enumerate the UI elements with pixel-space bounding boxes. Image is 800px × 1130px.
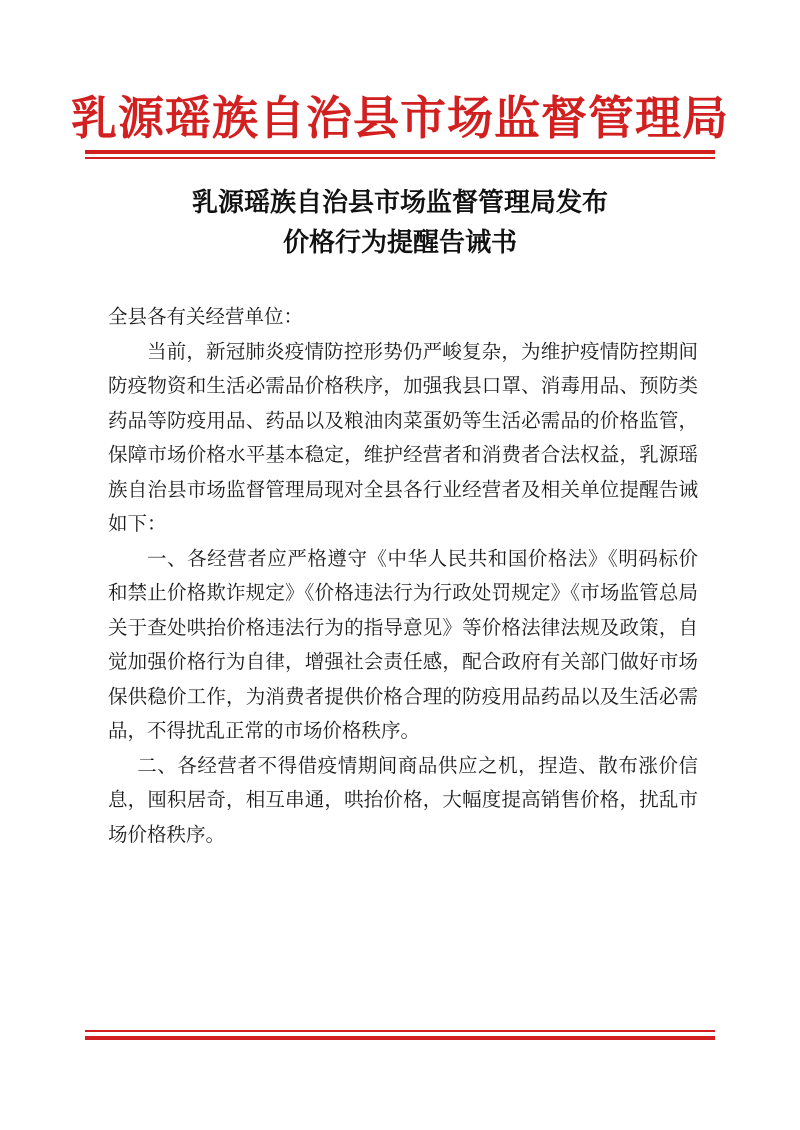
letterhead-org-name: 乳源瑶族自治县市场监督管理局 [71,91,729,145]
paragraph-intro: 当前，新冠肺炎疫情防控形势仍严峻复杂，为维护疫情防控期间防疫物资和生活必需品价格秩序，加强我县口罩、消毒用品、预防类药品等防疫用品、药品以及粮油肉菜蛋奶等生活必需品的价格监管，保障市场价格水平基本稳定，维护经营者和消费者合法权益，乳源瑶族自治县市场监督管理局现对全县各行业经营者及相关单位提醒告诫如下： [108,339,698,535]
paragraph-item-2: 二、各经营者不得借疫情期间商品供应之机，捏造、散布涨价信息，囤积居奇，相互串通，哄抬价格，大幅度提高销售价格，扰乱市场价格秩序。 [108,753,698,846]
letterhead-rule-thick [85,150,715,154]
letterhead-rule-thin [85,157,715,159]
document-title-line-2: 价格行为提醒告诫书 [282,228,517,258]
footer-rule-thin [85,1030,715,1032]
footer-rule-thick [85,1036,715,1040]
document-body [108,300,698,852]
salutation: 全县各有关经营单位： [108,305,304,328]
paragraph-item-1: 一、各经营者应严格遵守《中华人民共和国价格法》《明码标价和禁止价格欺诈规定》《价格违法行为行政处罚规定》《市场监管总局关于查处哄抬价格违法行为的指导意见》等价格法律法规及政策，自觉加强价格行为自律，增强社会责任感，配合政府有关部门做好市场保供稳价工作，为消费者提供价格合理的防疫用品药品以及生活必需品，不得扰乱正常的市场价格秩序。 [108,546,698,742]
document-title-line-1: 乳源瑶族自治县市场监督管理局发布 [191,188,608,218]
